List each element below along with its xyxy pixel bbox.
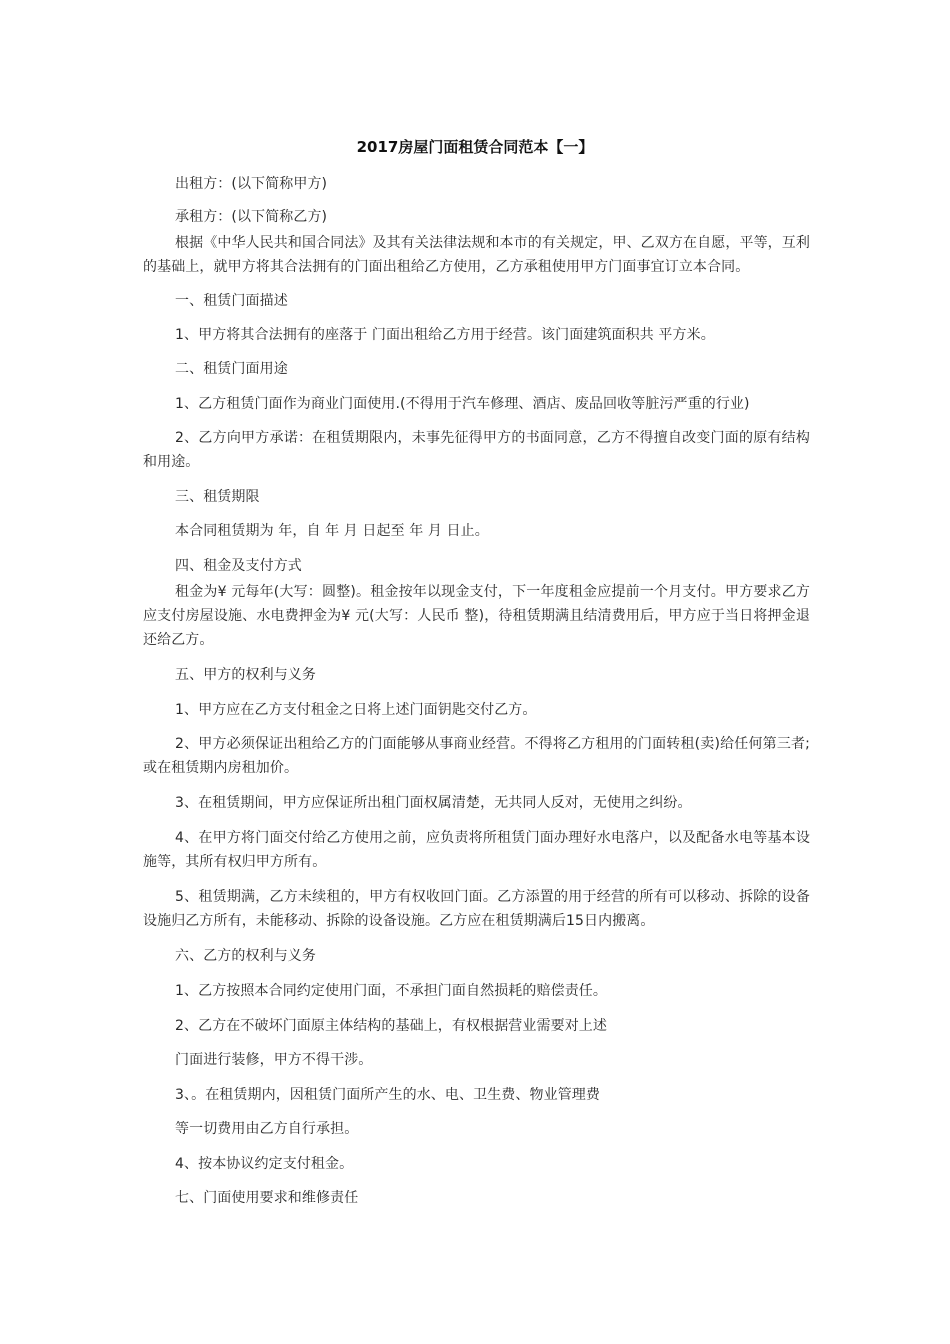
paragraph-6-2-cont: 门面进行装修，甲方不得干涉。 xyxy=(175,1052,373,1068)
paragraph-6-3: 3、。在租赁期内，因租赁门面所产生的水、电、卫生费、物业管理费 xyxy=(175,1087,601,1103)
paragraph-1-1: 1、甲方将其合法拥有的座落于 门面出租给乙方用于经营。该门面建筑面积共 平方米。 xyxy=(175,327,715,343)
section-heading-6: 六、乙方的权利与义务 xyxy=(175,948,316,964)
section-heading-5: 五、甲方的权利与义务 xyxy=(175,667,316,683)
document-title: 2017房屋门面租赁合同范本【一】 xyxy=(356,138,594,156)
paragraph-3-1: 本合同租赁期为 年，自 年 月 日起至 年 月 日止。 xyxy=(175,523,489,539)
paragraph-6-3-cont: 等一切费用由乙方自行承担。 xyxy=(175,1121,359,1137)
paragraph-6-4: 4、按本协议约定支付租金。 xyxy=(175,1156,354,1172)
paragraph-6-1: 1、乙方按照本合同约定使用门面，不承担门面自然损耗的赔偿责任。 xyxy=(175,983,608,999)
paragraph-lessor: 出租方：(以下简称甲方) xyxy=(175,176,328,192)
section-heading-1: 一、租赁门面描述 xyxy=(175,293,288,309)
paragraph-2-1: 1、乙方租赁门面作为商业门面使用.(不得用于汽车修理、酒店、废品回收等脏污严重的行业) xyxy=(175,396,750,412)
paragraph-4-1: 租金为¥ 元每年(大写：圆整)。租金按年以现金支付，下一年度租金应提前一个月支付。甲方要求乙方应支付房屋设施、水电费押金为¥ 元(大写：人民币 整)，待租赁期满且结清费用后，甲方应于当日将押金退还给乙方。 xyxy=(143,584,810,648)
paragraph-5-5: 5、租赁期满，乙方未续租的，甲方有权收回门面。乙方添置的用于经营的所有可以移动、拆除的设备设施归乙方所有，未能移动、拆除的设备设施。乙方应在租赁期满后15日内搬离。 xyxy=(143,889,810,929)
section-heading-2: 二、租赁门面用途 xyxy=(175,361,288,377)
paragraph-6-2: 2、乙方在不破坏门面原主体结构的基础上，有权根据营业需要对上述 xyxy=(175,1018,608,1034)
section-heading-7: 七、门面使用要求和维修责任 xyxy=(175,1190,359,1206)
paragraph-preamble: 根据《中华人民共和国合同法》及其有关法律法规和本市的有关规定，甲、乙双方在自愿，平等，互利的基础上，就甲方将其合法拥有的门面出租给乙方使用，乙方承租使用甲方门面事宜订立本合同。 xyxy=(143,235,810,275)
paragraph-lessee: 承租方：(以下简称乙方) xyxy=(175,209,328,225)
section-heading-3: 三、租赁期限 xyxy=(175,489,260,505)
paragraph-2-2: 2、乙方向甲方承诺：在租赁期限内，未事先征得甲方的书面同意，乙方不得擅自改变门面的原有结构和用途。 xyxy=(143,430,810,470)
paragraph-5-2: 2、甲方必须保证出租给乙方的门面能够从事商业经营。不得将乙方租用的门面转租(卖)给任何第三者;或在租赁期内房租加价。 xyxy=(143,736,810,776)
paragraph-5-4: 4、在甲方将门面交付给乙方使用之前，应负责将所租赁门面办理好水电落户，以及配备水电等基本设施等，其所有权归甲方所有。 xyxy=(143,830,810,870)
paragraph-5-1: 1、甲方应在乙方支付租金之日将上述门面钥匙交付乙方。 xyxy=(175,702,537,718)
paragraph-5-3: 3、在租赁期间，甲方应保证所出租门面权属清楚，无共同人反对，无使用之纠纷。 xyxy=(175,795,692,811)
section-heading-4: 四、租金及支付方式 xyxy=(175,558,302,574)
